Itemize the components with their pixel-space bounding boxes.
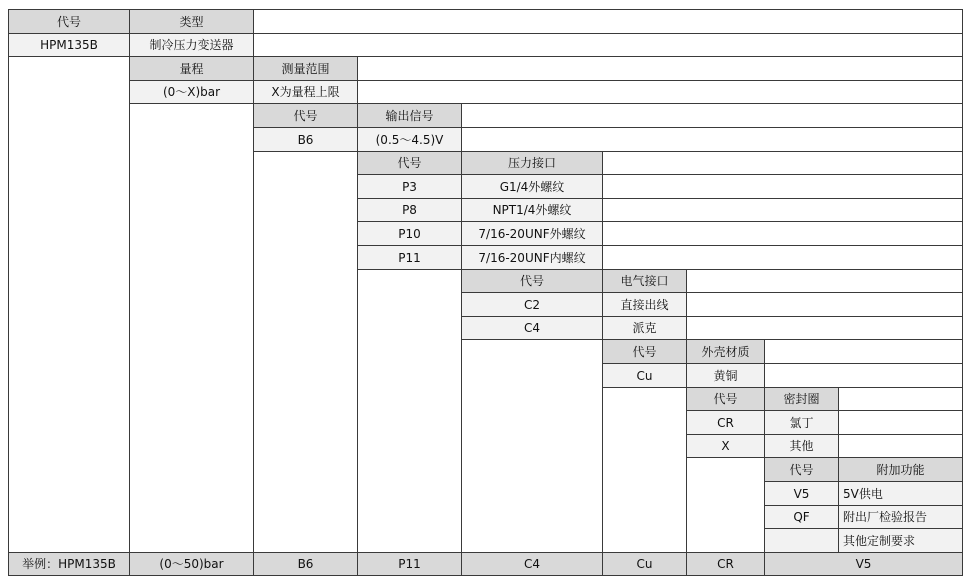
housing-column-fill (602, 387, 687, 553)
output-header-spacer (461, 103, 963, 128)
function-desc-cell: 其他定制要求 (838, 528, 963, 553)
electrical-code-header: 代号 (461, 269, 603, 293)
function-code-cell: QF (764, 505, 839, 529)
range-desc-cell: X为量程上限 (253, 80, 358, 104)
pressure-port-row-spacer (602, 198, 963, 222)
output-name-header: 输出信号 (357, 103, 462, 128)
pressure-port-column-fill (357, 269, 462, 553)
type-code-header: 代号 (8, 9, 130, 34)
electrical-column-fill (461, 339, 603, 553)
output-code-header: 代号 (253, 103, 358, 128)
pressure-port-header-spacer (602, 151, 963, 175)
type-column-fill (8, 56, 130, 553)
pressure-port-code-cell: P8 (357, 198, 462, 222)
electrical-header-spacer (686, 269, 963, 293)
pressure-port-desc-cell: NPT1/4外螺纹 (461, 198, 603, 222)
type-desc-cell: 制冷压力变送器 (129, 33, 254, 57)
pressure-port-desc-cell: 7/16-20UNF外螺纹 (461, 221, 603, 246)
electrical-code-cell: C4 (461, 316, 603, 340)
example-cell: P11 (357, 552, 462, 576)
pressure-port-code-cell: P3 (357, 174, 462, 199)
range-code-cell: (0～X)bar (129, 80, 254, 104)
output-column-fill (253, 151, 358, 553)
type-code-cell: HPM135B (8, 33, 130, 57)
output-row-spacer (461, 127, 963, 152)
seal-code-header: 代号 (686, 387, 765, 411)
function-desc-cell: 5V供电 (838, 481, 963, 506)
function-code-header: 代号 (764, 457, 839, 482)
range-header-spacer (357, 56, 963, 81)
seal-row-spacer (838, 410, 963, 435)
seal-code-cell: CR (686, 410, 765, 435)
seal-row-spacer (838, 434, 963, 458)
example-cell: 举例：HPM135B (8, 552, 130, 576)
function-desc-cell: 附出厂检验报告 (838, 505, 963, 529)
function-code-cell (764, 528, 839, 553)
electrical-desc-cell: 派克 (602, 316, 687, 340)
example-cell: (0～50)bar (129, 552, 254, 576)
example-cell: CR (686, 552, 765, 576)
seal-header-spacer (838, 387, 963, 411)
seal-desc-cell: 氯丁 (764, 410, 839, 435)
pressure-port-row-spacer (602, 221, 963, 246)
output-code-cell: B6 (253, 127, 358, 152)
housing-row-spacer (764, 363, 963, 388)
electrical-code-cell: C2 (461, 292, 603, 317)
example-cell: C4 (461, 552, 603, 576)
output-desc-cell: (0.5～4.5)V (357, 127, 462, 152)
example-cell: Cu (602, 552, 687, 576)
pressure-port-code-cell: P11 (357, 245, 462, 270)
housing-desc-cell: 黄铜 (686, 363, 765, 388)
housing-code-header: 代号 (602, 339, 687, 364)
housing-header-spacer (764, 339, 963, 364)
pressure-port-row-spacer (602, 174, 963, 199)
pressure-port-code-cell: P10 (357, 221, 462, 246)
electrical-name-header: 电气接口 (602, 269, 687, 293)
example-cell: B6 (253, 552, 358, 576)
type-row-spacer (253, 33, 963, 57)
pressure-port-desc-cell: 7/16-20UNF内螺纹 (461, 245, 603, 270)
range-name-header: 测量范围 (253, 56, 358, 81)
seal-code-cell: X (686, 434, 765, 458)
function-code-cell: V5 (764, 481, 839, 506)
electrical-row-spacer (686, 292, 963, 317)
seal-desc-cell: 其他 (764, 434, 839, 458)
seal-name-header: 密封圈 (764, 387, 839, 411)
function-name-header: 附加功能 (838, 457, 963, 482)
range-code-header: 量程 (129, 56, 254, 81)
electrical-desc-cell: 直接出线 (602, 292, 687, 317)
pressure-port-name-header: 压力接口 (461, 151, 603, 175)
housing-code-cell: Cu (602, 363, 687, 388)
housing-name-header: 外壳材质 (686, 339, 765, 364)
pressure-port-desc-cell: G1/4外螺纹 (461, 174, 603, 199)
type-header-spacer (253, 9, 963, 34)
range-row-spacer (357, 80, 963, 104)
range-column-fill (129, 103, 254, 553)
pressure-port-row-spacer (602, 245, 963, 270)
type-name-header: 类型 (129, 9, 254, 34)
example-cell: V5 (764, 552, 963, 576)
pressure-port-code-header: 代号 (357, 151, 462, 175)
electrical-row-spacer (686, 316, 963, 340)
seal-column-fill (686, 457, 765, 553)
